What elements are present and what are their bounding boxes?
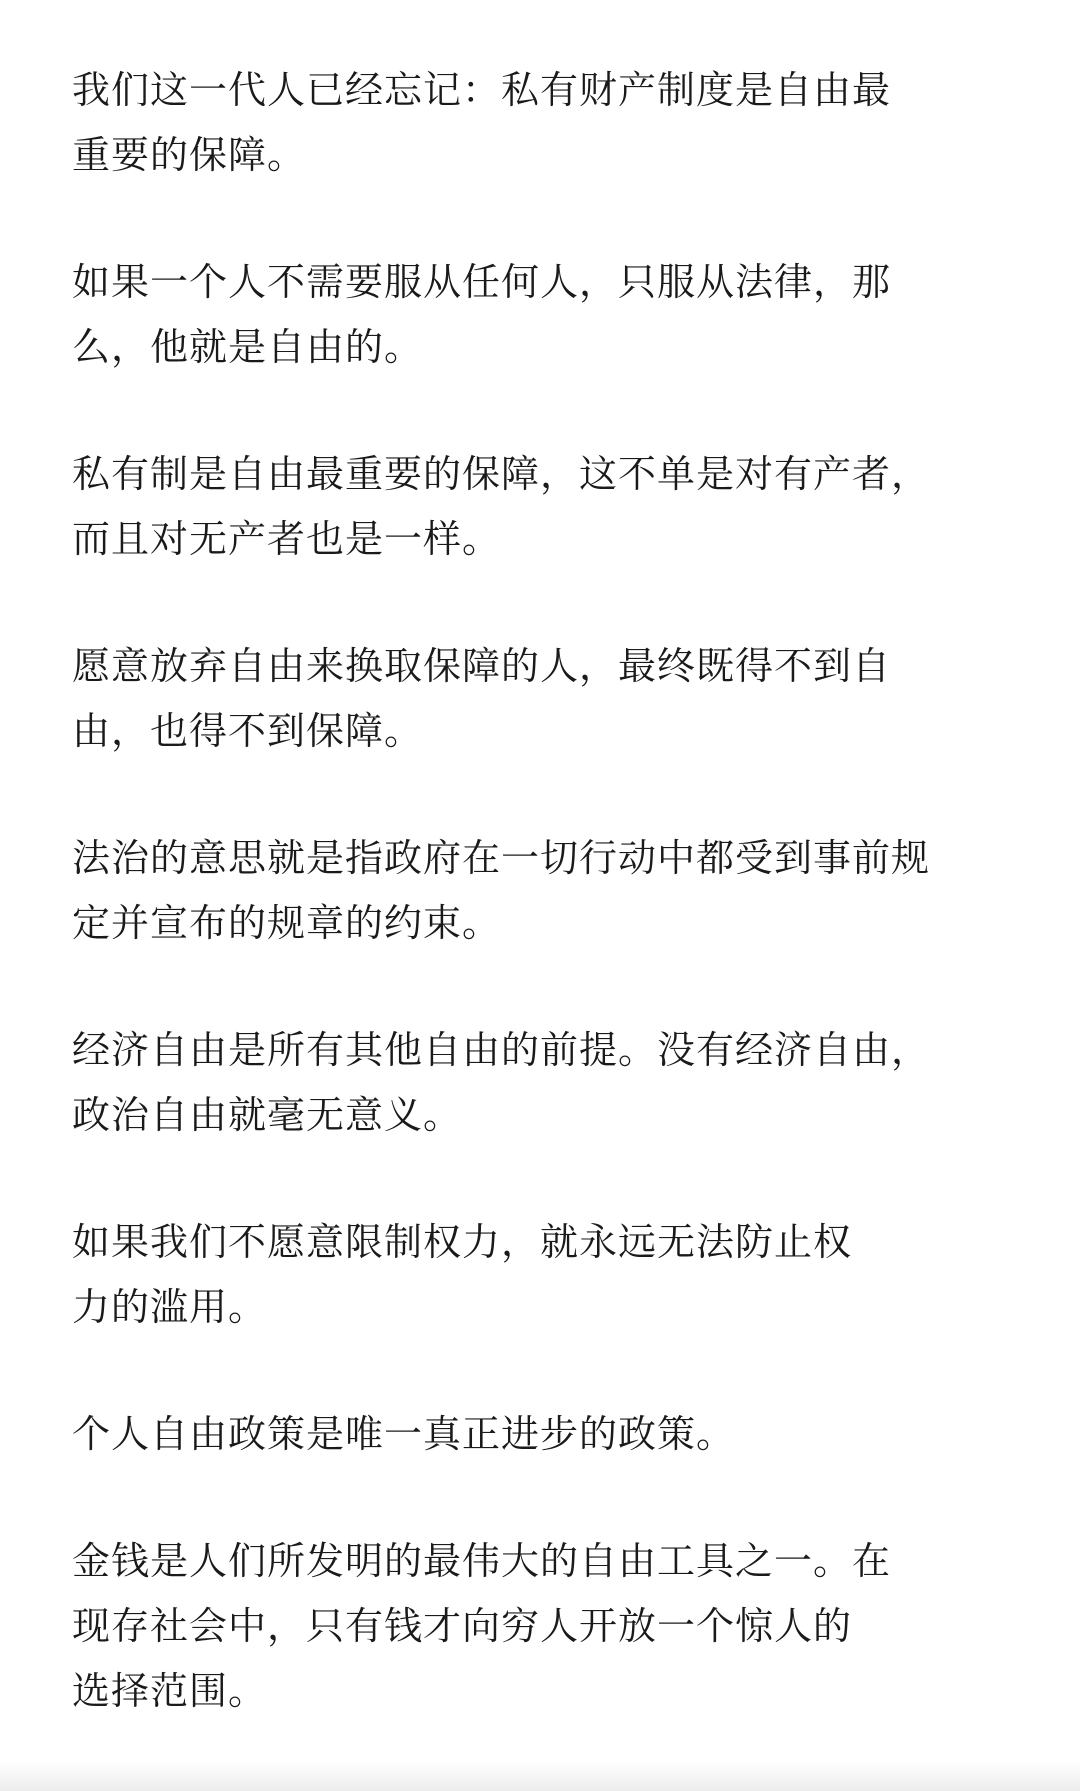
text-line: 私有制是自由最重要的保障，这不单是对有产者，: [72, 452, 931, 496]
paragraph-8: [72, 1402, 1032, 1467]
text-line: 由，也得不到保障。: [72, 709, 424, 753]
text-line: 力的滥用。: [72, 1285, 268, 1329]
text-line: 如果我们不愿意限制权力，就永远无法防止权: [72, 1220, 853, 1264]
text-line: 愿意放弃自由来换取保障的人，最终既得不到自: [72, 644, 892, 688]
article-body: [72, 58, 1032, 1786]
text-line: 经济自由是所有其他自由的前提。没有经济自由，: [72, 1028, 931, 1072]
text-line: 么，他就是自由的。: [72, 325, 424, 369]
paragraph-7: [72, 1210, 1032, 1340]
text-line: 政治自由就毫无意义。: [72, 1093, 463, 1137]
paragraph-3: [72, 442, 1032, 572]
text-line: 而且对无产者也是一样。: [72, 517, 502, 561]
paragraph-9: [72, 1529, 1032, 1724]
paragraph-1: [72, 58, 1032, 188]
text-line: 个人自由政策是唯一真正进步的政策。: [72, 1412, 736, 1456]
paragraph-4: [72, 634, 1032, 764]
paragraph-5: [72, 826, 1032, 956]
text-line: 我们这一代人已经忘记：私有财产制度是自由最: [72, 68, 892, 112]
text-line: 法治的意思就是指政府在一切行动中都受到事前规: [72, 836, 931, 880]
paragraph-6: [72, 1018, 1032, 1148]
text-line: 如果一个人不需要服从任何人，只服从法律，那: [72, 260, 892, 304]
text-line: 现存社会中，只有钱才向穷人开放一个惊人的: [72, 1604, 853, 1648]
text-line: 定并宣布的规章的约束。: [72, 901, 502, 945]
text-line: 重要的保障。: [72, 133, 307, 177]
paragraph-2: [72, 250, 1032, 380]
text-line: 选择范围。: [72, 1669, 268, 1713]
bottom-edge-shadow: [0, 1761, 1080, 1791]
text-line: 金钱是人们所发明的最伟大的自由工具之一。在: [72, 1539, 892, 1583]
